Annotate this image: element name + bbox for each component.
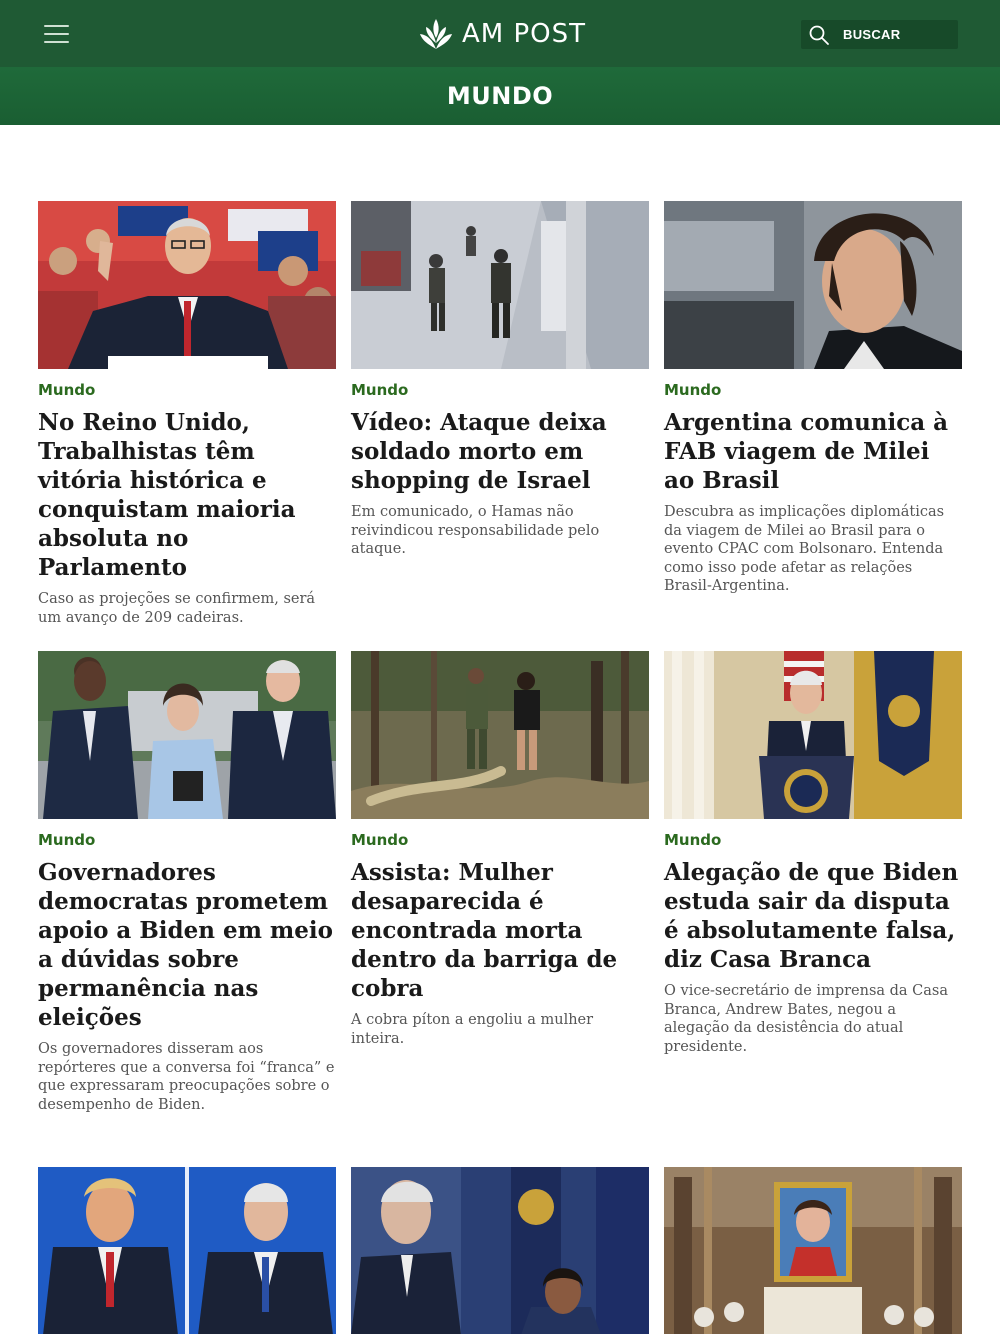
leaf-logo-icon xyxy=(418,16,454,52)
article-image[interactable] xyxy=(38,201,336,369)
article-summary: Descubra as implicações diplomáticas da viagem de Milei ao Brasil para o evento CPAC com Bolsonaro. Entenda como isso pode afetar as relações Brasil-Argentina. xyxy=(664,504,945,595)
article-summary: Caso as projeções se confirmem, será um avanço de 209 cadeiras. xyxy=(38,591,316,626)
article-headline[interactable]: Assista: Mulher desaparecida é encontrada morta dentro da barriga de cobra xyxy=(351,859,618,1002)
search-button[interactable] xyxy=(801,20,958,49)
section-title: MUNDO xyxy=(446,82,554,110)
article-image[interactable] xyxy=(664,651,962,819)
article-image[interactable] xyxy=(351,201,649,369)
article-summary: A cobra píton a engoliu a mulher inteira. xyxy=(351,1012,594,1047)
article-category[interactable]: Mundo xyxy=(664,831,722,849)
article-card[interactable] xyxy=(664,201,962,596)
article-card[interactable] xyxy=(664,651,962,1056)
article-headline[interactable]: Vídeo: Ataque deixa soldado morto em shopping de Israel xyxy=(351,409,607,494)
article-category[interactable]: Mundo xyxy=(351,381,409,399)
article-image[interactable] xyxy=(38,651,336,819)
article-card[interactable] xyxy=(38,1167,336,1334)
top-navigation-bar xyxy=(0,0,1000,67)
site-logo[interactable] xyxy=(418,15,586,53)
article-image[interactable] xyxy=(664,1167,962,1334)
article-summary: Em comunicado, o Hamas não reivindicou responsabilidade pelo ataque. xyxy=(351,504,600,558)
article-category[interactable]: Mundo xyxy=(38,381,96,399)
article-category[interactable]: Mundo xyxy=(38,831,96,849)
article-headline[interactable]: Alegação de que Biden estuda sair da disputa é absolutamente falsa, diz Casa Branca xyxy=(664,859,959,973)
article-headline[interactable]: Governadores democratas prometem apoio a Biden em meio a dúvidas sobre permanência nas eleições xyxy=(38,859,333,1031)
hamburger-menu-icon[interactable] xyxy=(44,22,69,46)
article-headline[interactable]: No Reino Unido, Trabalhistas têm vitória histórica e conquistam maioria absoluta no Parlamento xyxy=(38,409,296,581)
section-header xyxy=(0,67,1000,125)
article-image[interactable] xyxy=(664,201,962,369)
article-card[interactable] xyxy=(351,651,649,1048)
article-card[interactable] xyxy=(351,201,649,559)
article-image[interactable] xyxy=(38,1167,336,1334)
article-image[interactable] xyxy=(351,651,649,819)
logo-text: AM POST xyxy=(462,19,587,49)
article-card[interactable] xyxy=(38,201,336,627)
article-category[interactable]: Mundo xyxy=(664,381,722,399)
article-image[interactable] xyxy=(351,1167,649,1334)
article-summary: Os governadores disseram aos repórteres que a conversa foi “franca” e que expressaram preocupações sobre o desempenho de Biden. xyxy=(38,1041,335,1113)
article-headline[interactable]: Argentina comunica à FAB viagem de Milei ao Brasil xyxy=(664,409,949,494)
article-card[interactable] xyxy=(38,651,336,1114)
search-label: BUSCAR xyxy=(843,27,901,42)
search-icon xyxy=(808,24,830,46)
article-card[interactable] xyxy=(664,1167,962,1334)
article-card[interactable] xyxy=(351,1167,649,1334)
article-summary: O vice-secretário de imprensa da Casa Branca, Andrew Bates, negou a alegação da desistência do atual presidente. xyxy=(664,983,949,1055)
article-category[interactable]: Mundo xyxy=(351,831,409,849)
